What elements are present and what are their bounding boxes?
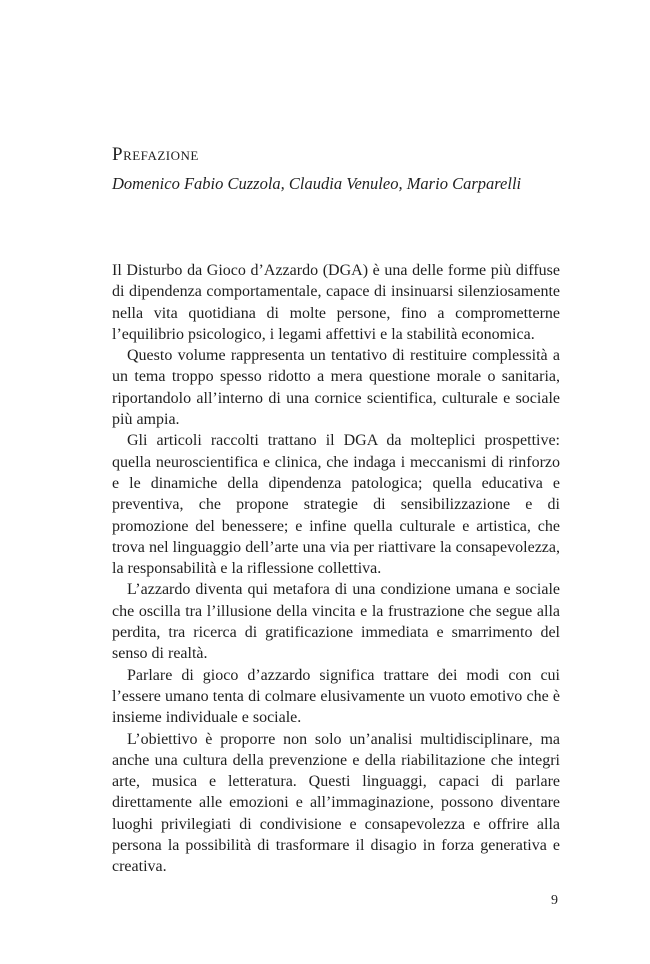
paragraph: Il Disturbo da Gioco d’Azzardo (DGA) è una delle forme più diffuse di dipendenza comportamentale, capace di insinuarsi silenziosamente nella vita quotidiana di molte persone, fino a comprometterne l’equilibrio psicologico, i legami affettivi e la stabilità economica. xyxy=(112,262,560,343)
body-text xyxy=(112,260,560,878)
paragraph: Parlare di gioco d’azzardo significa trattare dei modi con cui l’essere umano tenta di colmare elusivamente un vuoto emotivo che è insieme individuale e sociale. xyxy=(112,666,560,727)
paragraph: L’obiettivo è proporre non solo un’analisi multidisciplinare, ma anche una cultura della prevenzione e della riabilitazione che integri arte, musica e letteratura. Questi linguaggi, capaci di parlare direttamente alle emozioni e all’immaginazione, possono diventare luoghi privilegiati di condivisione e consapevolezza e offrire alla persona la possibilità di trasformare il disagio in forza generativa e creativa. xyxy=(112,730,560,876)
chapter-title: Prefazione xyxy=(112,144,199,165)
paragraph: Questo volume rappresenta un tentativo di restituire complessità a un tema troppo spesso ridotto a mera questione morale o sanitaria, riportandolo all’interno di una cornice scientifica, culturale e sociale più ampia. xyxy=(112,347,560,429)
paragraph: L’azzardo diventa qui metafora di una condizione umana e sociale che oscilla tra l’illusione della vincita e la frustrazione che segue alla perdita, tra ricerca di gratificazione immediata e smarrimento del senso di realtà. xyxy=(112,581,560,663)
paragraph: Gli articoli raccolti trattano il DGA da molteplici prospettive: quella neuroscientifica e clinica, che indaga i meccanismi di rinforzo e le dinamiche della dipendenza patologica; quella educativa e preventiva, che propone strategie di sensibilizzazione e di promozione del benessere; e infine quella culturale e artistica, che trova nel linguaggio dell’arte una via per riattivare la consapevolezza, la responsabilità e la riflessione collettiva. xyxy=(112,432,560,578)
chapter-authors: Domenico Fabio Cuzzola, Claudia Venuleo, Mario Carparelli xyxy=(112,174,522,193)
page-number: 9 xyxy=(551,893,558,908)
